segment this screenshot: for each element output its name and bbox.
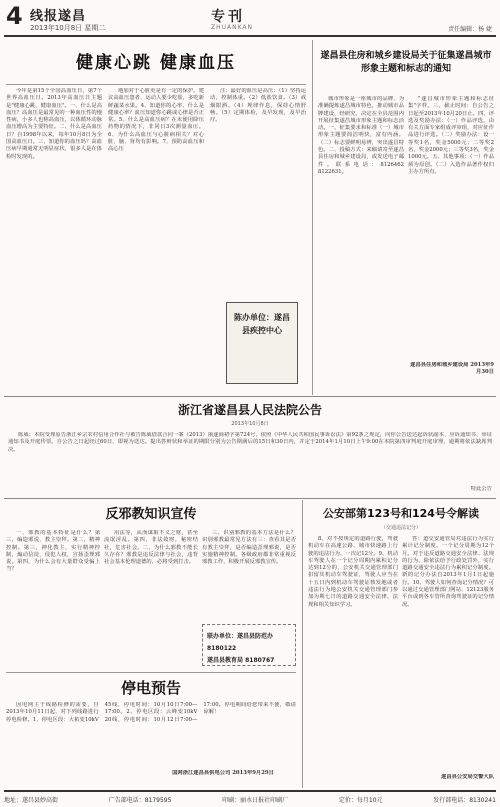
fraud-col-3 xyxy=(202,530,296,620)
section-title-en: ZHUANKAN xyxy=(211,24,254,31)
police-title: 公安部第123号和124号令解读 xyxy=(323,507,479,520)
police-col-2-text: 答：道交安通管局对违法行为实行累计记分制度。一个记分周期为12个月。对于违反道路交通安全法律、法规的行为，除依法给予行政处罚外，实行道路交通安全违法行为累积记分制度。新的记分办法自2013年1月1日起施行。10、驾驶人如何查询记分情况？可以通过交通管理部门网站、12123服务平台或到各车管所查询驾驶证的记分情况。 xyxy=(402,536,494,608)
page-number: 4 xyxy=(6,2,23,30)
outage-body-text: 因电网主干线路检修的需要，自2013年10月11日起，对下列线路进行停电检修。1、停电区段：大柘变10kV 45线，停电时间：10月10日7:00—17:00。2、停电区段：云峰变10kV 20线，停电时间：10月12日7:00—17:00。停电期间给您带来不便，敬请谅解！ xyxy=(6,702,296,723)
page-header xyxy=(6,4,494,34)
health-title: 健康心跳 健康血压 xyxy=(76,53,236,73)
police-sign xyxy=(402,774,494,784)
footer-price: 定价：每月10元 xyxy=(338,797,383,804)
fraud-title-box xyxy=(6,504,296,526)
column-divider xyxy=(302,500,303,788)
police-col-1 xyxy=(308,536,398,784)
housing-col-1 xyxy=(318,96,404,388)
outage-title: 停电预告 xyxy=(120,679,181,697)
header-rule xyxy=(4,35,496,37)
section-rule xyxy=(4,498,496,499)
court-body-text: 陈威：本院受理原告浙江乡宗农村信用合作社与被告陈威借款合同一案（2013）丽遂商初字第724号，依照《中华人民共和国民事诉讼法》第92条之规定，向你公告送达起诉状副本、应诉通知书、举证通知书及开庭传票。自公告之日起经过60日，即视为送达。提出答辩状和举证的期限分别为公告期满后的15日和30日内，并定于2014年1月10日上午9:00在本院第四审判庭开庭审理，逾期将依法缺席判决。 xyxy=(8,432,492,453)
outage-sign-text: 国网浙江遂昌县供电公司 2013年9月29日 xyxy=(172,770,274,776)
housing-col-1-text: 城市形象是一座城市的品牌，为准确提炼遂昌城市特色，推动城市品牌建设，经研究，决定在全县范围内开展征集遂昌城市形象主题和标志活动。一、征集要求和标准（一）城市形象主题要简洁明快，富有内涵。（二）标志要鲜明易辨，突出遂昌特色。二、投稿方式：来稿请寄至遂昌县住房和城乡建设局，或发送电子邮件。联系电话：8126462 8122631。 xyxy=(318,96,404,175)
fraud-col-3-text: 三、识别邪教的基本方法是什么？识别邪教最常见方法有三：查看其是否有教主崇拜，是否编造歪理邪说，是否实施精神控制。各级政府都非常重视反邪教工作，积极开展反邪教宣传。 xyxy=(202,530,296,566)
health-col-3-text: 注：最好的血压是高压：（1）坚持运动，控制体重。（2）低盐饮食。（3）戒烟限酒。（4）规律作息，保持心情舒畅。（5）定期体检，及早发现，及早治疗。 xyxy=(210,88,306,124)
housing-col-2-text: "遂昌城市形象主题和标志征集"字样。三、截止时间：自公告之日起至2013年10月20日止。四、评选及奖励办法：（一）作品评选，由有关方面专家组成评审组，对应征作品进行评选。（二）奖励办法：设一等奖1名，奖金5000元；二等奖2名，奖金2000元；三等奖3名，奖金1000元。五、其他事项：（一）作品须为原创。（二）入选作品著作权归主办方所有。 xyxy=(408,96,494,175)
court-sign-text: 特此公告 xyxy=(470,486,492,492)
health-col-2-text: 地加对于心脏更是有一定的保护。建议高血压患者、运动人要少吃盐，多吃新鲜蔬菜水果。4、知道你的心率、什么是健康心率？血压知道你心跳或心律是否正常。5、什么是高血压病？在未使用降压药物的情况下，非同日3次测量血压。6、为什么高血压与心脏病相关？对心脏、脑、肾均有影响。7、预防高血压和高心压 xyxy=(108,88,204,153)
promo-box: 陈办单位：遂昌县疾控中心 xyxy=(226,302,298,384)
outage-title-box xyxy=(6,676,296,700)
housing-title: 遂昌县住房和城乡建设局关于征集遂昌城市形象主题和标志的通知 xyxy=(320,51,492,74)
health-col-2 xyxy=(108,88,204,388)
housing-signature xyxy=(408,362,494,388)
outage-sign xyxy=(150,770,296,786)
health-title-box xyxy=(6,44,306,82)
section-rule xyxy=(4,396,496,397)
fraud-col-1 xyxy=(6,530,100,668)
police-sign-text: 遂昌县公安局交警大队 xyxy=(441,774,494,780)
column-divider xyxy=(312,40,313,395)
housing-col-2 xyxy=(408,96,494,358)
divider xyxy=(6,84,306,85)
health-col-1-text: 今年是第15个全国高血压日，第7个世界高血压日。2013年高血压日主题是"健康心跳，健康血压"。一、什么是高血压？高血压是最常见的一种血压性的慢性病，小多人也称高血压，以体循环动脉血压增高为主要特征。二、什么是高血压日？自1998年以来，每年10月8日为全国高血压日。三、知道你的血压吗？高血压病早期通常无明显症状，很多人是在体检时发现的。 xyxy=(6,88,102,160)
fraud-col-2-text: 用法等，从而谋取不义之财，甚至流氓淫乱。第四，非法敛财，秘密结社，危害社会。二、为什么邪教不能长久存在？邪教是违反法律与社会，违背社会基本伦理道德的，必将受到打击。 xyxy=(104,530,198,566)
police-title-box xyxy=(308,504,494,524)
footer-distribution-phone: 发行部电话：8130241 xyxy=(433,797,496,804)
section-title: 专刊 xyxy=(211,9,245,25)
page-footer xyxy=(4,790,496,804)
housing-signature-text: 遂昌县住房和城乡建设局 2013年9月30日 xyxy=(410,362,494,376)
police-subtitle: （交通违法记分） xyxy=(380,525,421,531)
footer-ad-phone: 广告部电话：8179595 xyxy=(108,797,172,804)
health-col-3 xyxy=(210,88,306,300)
court-title-box xyxy=(6,400,494,420)
court-sign xyxy=(8,486,492,494)
fraud-col-2 xyxy=(104,530,198,668)
police-col-2 xyxy=(402,536,494,772)
fraud-contact: 联办单位：遂昌县防范办 8180122 遂昌县教育局 8180767 xyxy=(202,624,296,666)
masthead: 线报遂昌 xyxy=(30,9,87,24)
court-body xyxy=(8,432,492,484)
fraud-col-1-text: 一、邪教的基本特征是什么？第三，编造邪说，教主崇拜。第二，精神控制。第三，神化教主，实行精神控制，煽动信徒，侵犯人权，宣扬歪理邪说。第四，为什么会有大量群众受骗上当？ xyxy=(6,530,100,573)
housing-title-box xyxy=(318,50,494,92)
footer-address: 地址：遂昌县妙高街 xyxy=(4,797,59,804)
police-col-1-text: 8、对不按规定的道路行驶，驾驶机动车在高速公路、城市快速路上行驶的违法行为，一次记12分。9、机动车驾驶人在一个记分周期内累积记分达到12分的，公安机关交通管理部门扣留其机动车驾驶证，驾驶人应当在十五日内到机动车驾驶证核发地或者违法行为地公安机关交通管理部门参加为期七日的道路交通安全法律、法规和相关知识学习。 xyxy=(308,536,398,608)
health-col-1 xyxy=(6,88,102,388)
editor-credit: 责任编辑：杨 婕 xyxy=(448,26,492,33)
divider xyxy=(6,672,296,673)
fraud-title: 反邪教知识宣传 xyxy=(105,507,197,522)
court-title: 浙江省遂昌县人民法院公告 xyxy=(177,403,322,417)
issue-date: 2013年10月8日 星期二 xyxy=(30,24,106,32)
footer-printer: 印刷：丽水日报社印刷厂 xyxy=(222,797,289,804)
outage-body xyxy=(6,702,296,766)
court-date: 2013年10月8日 xyxy=(231,421,269,427)
